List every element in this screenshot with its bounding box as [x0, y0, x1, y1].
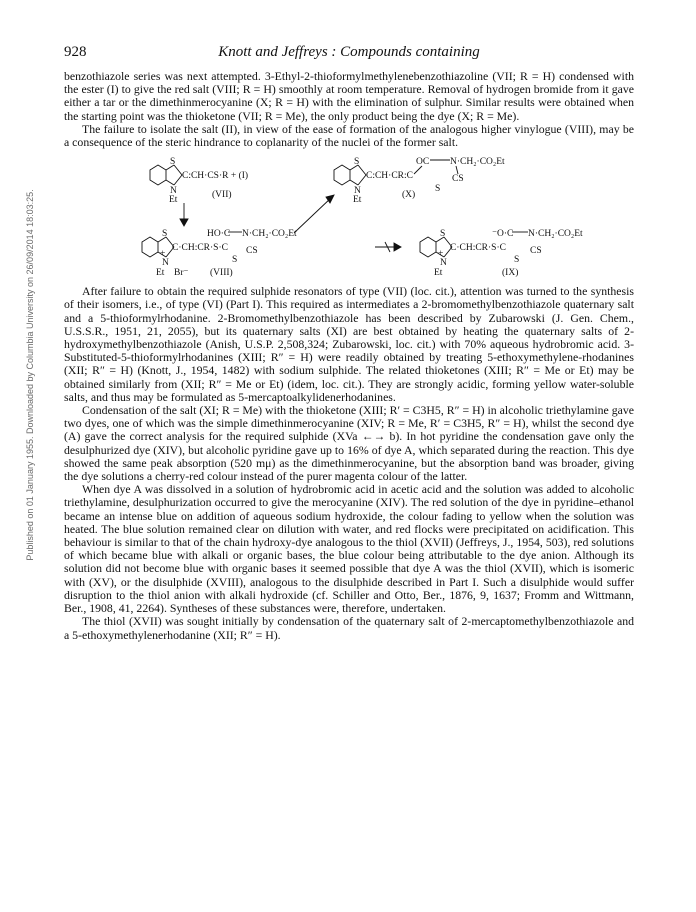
charge-ix: +	[438, 249, 444, 260]
ho-viii: HO·C	[207, 229, 231, 240]
chain-x: C:CH·CR:C	[366, 171, 413, 182]
article-body	[64, 70, 634, 642]
ring-s-viii: S	[232, 255, 238, 266]
download-notice-text: Published on 01 January 1955. Downloaded by Columbia University on 26/09/2014 18:03:25.	[25, 189, 35, 561]
cs-x: CS	[452, 174, 464, 185]
label-viii: (VIII)	[210, 268, 233, 278]
oxide-ix: ⁻O·C	[492, 229, 514, 240]
ethyl-vii: Et	[169, 195, 178, 206]
running-title: Knott and Jeffreys : Compounds containing	[218, 44, 480, 60]
ring-s-x: S	[435, 184, 441, 195]
paragraph-4: Condensation of the salt (XI; R = Me) with the thioketone (XIII; R′ = C3H5, R″ = H) in alcoholic triethylamine gave two dyes, one of which was the simple dimethinmerocyanine (XIV; R = Me, R′ = C3H5, R″ = H), whilst the second dye (A) gave the correct analysis for the required sulphide (XVa ←→ b). In hot pyridine the condensation gave only the desulphurized dye (XIV), but alcoholic pyridine gave up to 16% of dye A, which separated during the reaction. This dye showed the same peak absorption (520 mμ) as the dimethinmerocyanine, but the absorption band was broader, giving the dye solutions a cherry-red colour instead of the purer magenta colour of the latter.	[64, 403, 634, 484]
benzene-ring-x	[334, 165, 350, 185]
structure-ix	[420, 229, 583, 277]
atom-n-viii: N	[162, 258, 169, 269]
chain-vii: C:CH·CS·R + (I)	[182, 171, 249, 182]
ethyl-x: Et	[353, 195, 362, 206]
reaction-scheme-drawing	[64, 153, 634, 277]
charge-viii: +	[160, 249, 166, 260]
reaction-scheme	[64, 153, 634, 277]
n-substituent-ix: N·CH₂·CO₂Et	[528, 229, 583, 240]
chain-viii: C·CH:CR·S·C	[172, 243, 228, 254]
atom-n-x: N	[354, 186, 361, 197]
paragraph-2: The failure to isolate the salt (II), in view of the ease of formation of the analogous higher vinylogue (VIII), may be a consequence of the steric hindrance to coplanarity of the nuclei of the former salt.	[64, 121, 634, 150]
label-ix: (IX)	[502, 268, 519, 278]
arrow-up	[294, 197, 332, 233]
arrow-right-head	[394, 243, 401, 251]
bromide-viii: Br⁻	[174, 268, 189, 278]
structure-vii	[150, 157, 248, 205]
cs-viii: CS	[246, 246, 258, 257]
page-header	[64, 44, 634, 64]
paragraph-5: When dye A was dissolved in a solution of hydrobromic acid in acetic acid and the solution was added to alcoholic triethylamine, desulphurization occurred to give the merocyanine (XIV). The red solution of the dye in pyridine–ethanol became an intense blue on addition of aqueous sodium hydroxide, the colour fading to yellow when the solution was heated. The blue solution remained clear on dilution with water, and red flocks were precipitated on acidification. This behaviour is similar to that of the chain hydroxy-dye analogous to the thiol (XVII) (Jeffreys, J., 1954, 503), red solutions of which became blue with alkali or organic bases, the blue colour being attributable to the dye anion. Although its solution did not become blue with organic bases it seemed possible that dye A was the thiol (XVII), which is isomeric with (XV), or the disulphide (XVIII), analogous to the disulphide described in Part I. Such a disulphide would suffer disruption to the thiol anion with alkali hydroxide (cf. Schiller and Otto, Ber., 1876, 9, 1637; Fromm and Wittmann, Ber., 1908, 41, 2264). Syntheses of these substances were, therefore, undertaken.	[64, 482, 634, 616]
paragraph-1: benzothiazole series was next attempted. 3-Ethyl-2-thioformylmethylenebenzothiazoline (VII; R = H) condensed with the ester (I) to give the red salt (VIII; R = H) smoothly at room temperature. Removal of hydrogen bromide from it gave either a tar or the dimethinmerocyanine (X; R = H) with the elimination of sulphur. Similar results were obtained when the starting point was the thioketone (VII; R = Me), the only product being the dye (X; R = Me).	[64, 69, 634, 123]
structure-x	[334, 157, 505, 205]
chain-ix: C·CH:CR·S·C	[450, 243, 506, 254]
atom-s-ix: S	[440, 229, 446, 240]
atom-n-ix: N	[440, 258, 447, 269]
atom-n-vii: N	[170, 186, 177, 197]
n-substituent-viii: N·CH₂·CO₂Et	[242, 229, 297, 240]
atom-s-x: S	[354, 157, 360, 168]
ring-s-ix: S	[514, 255, 520, 266]
structure-viii	[142, 229, 297, 277]
page-number: 928	[64, 44, 87, 60]
benzene-ring-ix	[420, 237, 436, 257]
arrow-down-head	[180, 219, 188, 226]
benzene-ring-viii	[142, 237, 158, 257]
n-substituent-x: N·CH₂·CO₂Et	[450, 157, 505, 168]
paragraph-6: The thiol (XVII) was sought initially by condensation of the quaternary salt of 2-mercaptomethylbenzothiazole and a 5-ethoxymethylenerhodanine (XII; R″ = H).	[64, 614, 634, 642]
ethyl-ix: Et	[434, 268, 443, 278]
paragraph-3: After failure to obtain the required sulphide resonators of type (VII) (loc. cit.), attention was turned to the synthesis of their isomers, i.e., of type (VI) (Part I). This required as intermediates a 2-bromomethylbenzothiazole quaternary salt and a 5-thioformylrhodanine. 2-Bromomethylbenzothiazole has been described by Zubarowski (J. Gen. Chem., U.S.S.R., 1951, 21, 2055), but its quaternary salts (XI) are best obtained by heating the quaternary salts of 2-hydroxymethylbenzothiazole (Anish, U.S.P. 2,508,324; Zubarowski, loc. cit.) with 70% aqueous hydrobromic acid. 3-Substituted-5-thioformylrhodanines (XIII; R″ = H) were readily obtained by treating 5-ethoxymethylene-rhodanines (XII; R″ = H) (Knott, J., 1954, 1482) with sodium sulphide. The related thioketones (XIII; R″ = Me or Et) may be obtained similarly from (XII; R″ = Me or Et) (idem, loc. cit.). They are strongly acidic, forming yellow water-soluble salts, and thus may be formulated as 5-mercaptoalkylidenerhodanines.	[64, 284, 634, 404]
ethyl-viii: Et	[156, 268, 165, 278]
atom-s-viii: S	[162, 229, 168, 240]
label-x: (X)	[402, 190, 416, 201]
atom-s-vii: S	[170, 157, 176, 168]
oc-x: OC	[416, 157, 430, 168]
label-vii: (VII)	[212, 190, 232, 201]
cs-ix: CS	[530, 246, 542, 257]
download-notice	[0, 140, 35, 620]
benzene-ring-vii	[150, 165, 166, 185]
